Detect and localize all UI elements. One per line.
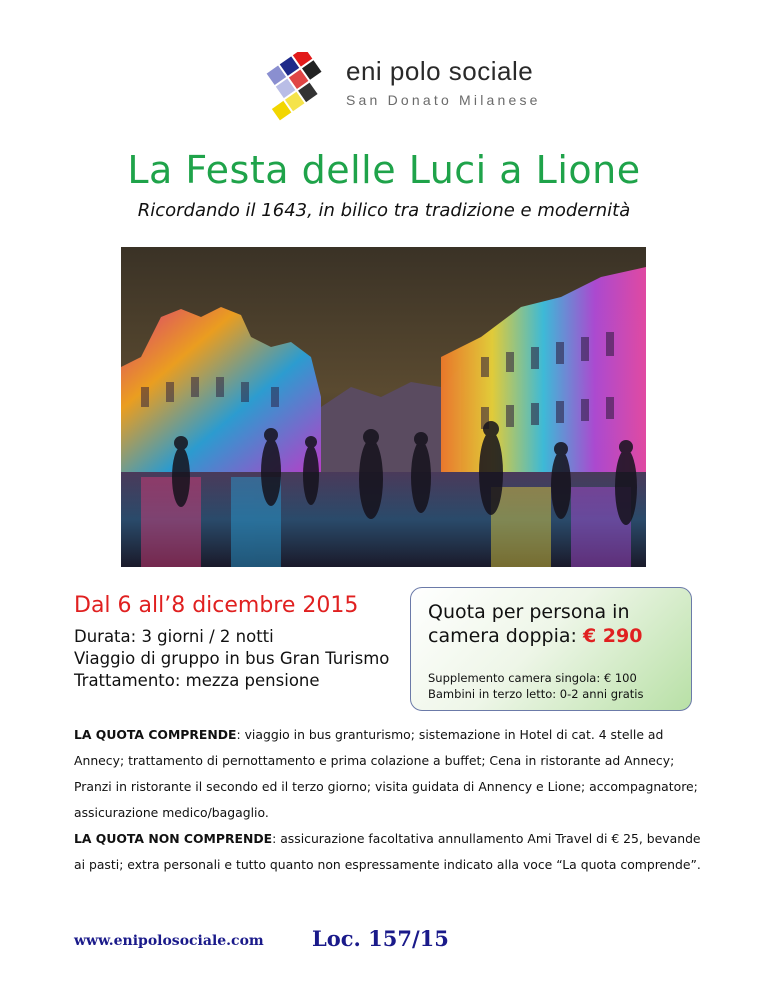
excludes-text: : assicurazione facoltativa annullamento Ami Travel di € 25, bevande ai pasti; extra personali e tutto quanto non espressamente indicato alla voce “La quota comprende”. (74, 831, 701, 872)
price-box (410, 587, 692, 711)
festival-photo (121, 247, 646, 567)
price-label: camera doppia: (428, 625, 583, 647)
event-info (74, 626, 389, 692)
eni-squares-logo-icon (258, 52, 338, 122)
excludes-label: LA QUOTA NON COMPRENDE (74, 831, 273, 846)
reference-code: Loc. 157/15 (312, 926, 449, 951)
price-amount: € 290 (582, 625, 643, 647)
excludes-paragraph (74, 826, 704, 878)
logo (258, 52, 541, 122)
page-title: La Festa delle Luci a Lione (127, 148, 641, 192)
duration: Durata: 3 giorni / 2 notti (74, 627, 274, 646)
includes-paragraph (74, 722, 704, 826)
terms-text (74, 722, 704, 878)
children-note: Bambini in terzo letto: 0-2 anni gratis (428, 687, 644, 701)
price-notes (428, 670, 644, 702)
includes-label: LA QUOTA COMPRENDE (74, 727, 237, 742)
single-supplement: Supplemento camera singola: € 100 (428, 671, 637, 685)
includes-text: : viaggio in bus granturismo; sistemazione in Hotel di cat. 4 stelle ad Annecy; trattamento di pernottamento e prima colazione a buffet; Cena in ristorante ad Annecy; Pranzi in ristorante il secondo ed il terzo giorno; visita guidata di Annency e Lione; accompagnatore; assicurazione medico/bagaglio. (74, 727, 698, 820)
logo-name: eni polo sociale (346, 56, 534, 86)
event-dates: Dal 6 all’8 dicembre 2015 (74, 593, 359, 618)
board-type: Trattamento: mezza pensione (74, 671, 320, 690)
logo-subtitle: San Donato Milanese (346, 92, 541, 108)
page-subtitle: Ricordando il 1643, in bilico tra tradizione e modernità (137, 200, 631, 221)
price-line-2 (428, 624, 688, 648)
price-heading (428, 600, 688, 648)
website-link[interactable]: www.enipolosociale.com (74, 933, 264, 949)
price-line-1: Quota per persona in (428, 601, 630, 623)
travel-mode: Viaggio di gruppo in bus Gran Turismo (74, 649, 390, 668)
